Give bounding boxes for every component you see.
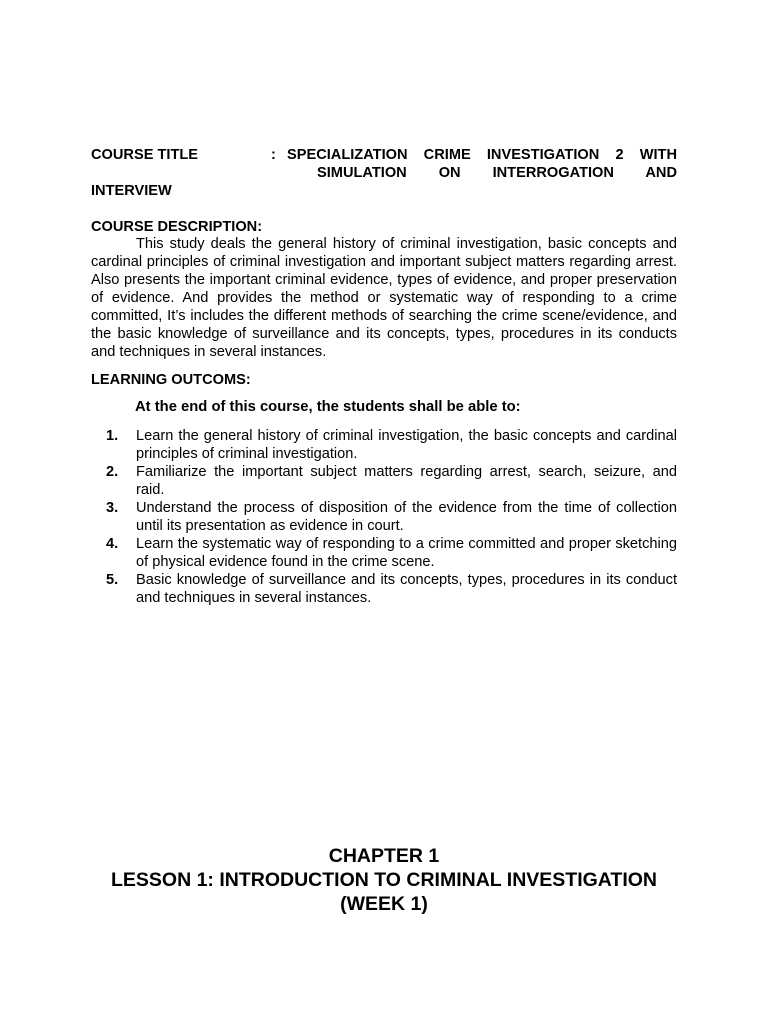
week-label: (WEEK 1) [340,893,428,915]
outcome-text: Basic knowledge of surveillance and its concepts, types, procedures in its conduct and techniques in several instances. [136,572,677,606]
outcome-number: 4. [106,536,119,552]
outcome-item [91,535,677,571]
outcome-number: 1. [106,428,119,444]
course-description-text: This study deals the general history of criminal investigation, basic concepts and cardinal principles of criminal investigation and important subject matters regarding arrest. Also presents the important criminal evidence, types of evidence, and proper preservation of evidence. And provides the method or systematic way of responding to a crime committed, It’s includes the different methods of searching the crime scene/evidence, and the basic knowledge of surveillance and its concepts, types, procedures in its conducts and techniques in several instances. [91,236,677,360]
course-title-label: COURSE TITLE [91,147,199,163]
outcome-item [91,499,677,535]
course-description-heading: COURSE DESCRIPTION: [91,219,263,235]
outcome-item [91,427,677,463]
course-title-colon: : [271,147,276,163]
outcome-text: Learn the systematic way of responding to a crime committed and proper sketching of physical evidence found in the crime scene. [136,536,677,570]
learning-outcomes-intro: At the end of this course, the students shall be able to: [135,399,521,415]
learning-outcomes-list [91,427,677,607]
outcome-number: 2. [106,464,119,480]
learning-outcomes-heading: LEARNING OUTCOMS: [91,372,251,388]
chapter-heading [0,844,768,916]
course-title-line-1: SPECIALIZATION CRIME INVESTIGATION 2 WITH [287,147,677,163]
outcome-text: Familiarize the important subject matters regarding arrest, search, seizure, and raid. [136,464,677,498]
outcome-text: Understand the process of disposition of the evidence from the time of collection until its presentation as evidence in court. [136,500,677,534]
course-title-line-2: SIMULATION ON INTERROGATION AND [317,165,677,181]
outcome-text: Learn the general history of criminal investigation, the basic concepts and cardinal principles of criminal investigation. [136,428,677,462]
chapter-title: CHAPTER 1 [328,845,440,867]
outcome-number: 5. [106,572,119,588]
outcome-item [91,571,677,607]
outcome-item [91,463,677,499]
lesson-title: LESSON 1: INTRODUCTION TO CRIMINAL INVESTIGATION [110,869,658,891]
course-title-line-3: INTERVIEW [91,183,172,199]
outcome-number: 3. [106,500,119,516]
